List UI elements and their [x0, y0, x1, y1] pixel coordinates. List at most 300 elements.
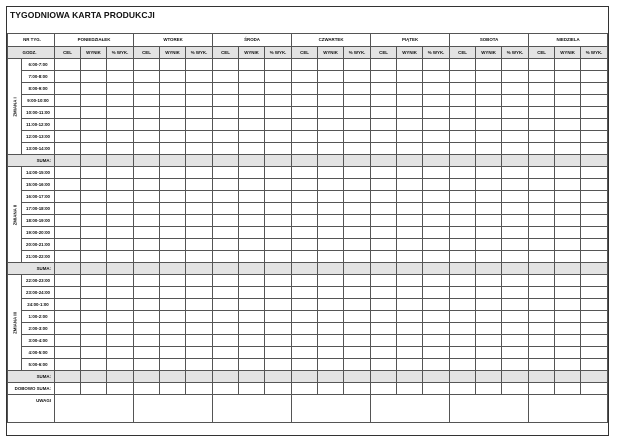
entry-cell[interactable]	[81, 335, 107, 347]
entry-cell[interactable]	[292, 239, 318, 251]
entry-cell[interactable]	[371, 311, 397, 323]
entry-cell[interactable]	[344, 143, 371, 155]
entry-cell[interactable]	[529, 299, 555, 311]
entry-cell[interactable]	[213, 119, 239, 131]
entry-cell[interactable]	[371, 107, 397, 119]
entry-cell[interactable]	[213, 83, 239, 95]
entry-cell[interactable]	[265, 323, 292, 335]
entry-cell[interactable]	[292, 71, 318, 83]
entry-cell[interactable]	[476, 335, 502, 347]
entry-cell[interactable]	[502, 335, 529, 347]
entry-cell[interactable]	[81, 95, 107, 107]
entry-cell[interactable]	[581, 155, 608, 167]
entry-cell[interactable]	[344, 191, 371, 203]
entry-cell[interactable]	[397, 347, 423, 359]
entry-cell[interactable]	[344, 59, 371, 71]
entry-cell[interactable]	[450, 143, 476, 155]
entry-cell[interactable]	[529, 143, 555, 155]
entry-cell[interactable]	[371, 227, 397, 239]
entry-cell[interactable]	[213, 299, 239, 311]
entry-cell[interactable]	[344, 251, 371, 263]
entry-cell[interactable]	[450, 203, 476, 215]
entry-cell[interactable]	[318, 275, 344, 287]
entry-cell[interactable]	[371, 371, 397, 383]
entry-cell[interactable]	[160, 287, 186, 299]
entry-cell[interactable]	[371, 359, 397, 371]
entry-cell[interactable]	[555, 215, 581, 227]
entry-cell[interactable]	[81, 275, 107, 287]
entry-cell[interactable]	[134, 215, 160, 227]
entry-cell[interactable]	[107, 119, 134, 131]
entry-cell[interactable]	[344, 263, 371, 275]
entry-cell[interactable]	[292, 383, 318, 395]
entry-cell[interactable]	[476, 263, 502, 275]
notes-cell[interactable]	[213, 395, 292, 423]
entry-cell[interactable]	[555, 311, 581, 323]
entry-cell[interactable]	[450, 179, 476, 191]
entry-cell[interactable]	[318, 203, 344, 215]
entry-cell[interactable]	[186, 347, 213, 359]
entry-cell[interactable]	[81, 119, 107, 131]
entry-cell[interactable]	[371, 335, 397, 347]
entry-cell[interactable]	[581, 107, 608, 119]
entry-cell[interactable]	[160, 347, 186, 359]
entry-cell[interactable]	[502, 239, 529, 251]
entry-cell[interactable]	[186, 263, 213, 275]
entry-cell[interactable]	[371, 71, 397, 83]
entry-cell[interactable]	[81, 227, 107, 239]
entry-cell[interactable]	[555, 275, 581, 287]
entry-cell[interactable]	[160, 383, 186, 395]
entry-cell[interactable]	[371, 287, 397, 299]
entry-cell[interactable]	[81, 239, 107, 251]
entry-cell[interactable]	[450, 95, 476, 107]
entry-cell[interactable]	[502, 347, 529, 359]
entry-cell[interactable]	[160, 107, 186, 119]
entry-cell[interactable]	[555, 143, 581, 155]
entry-cell[interactable]	[186, 323, 213, 335]
entry-cell[interactable]	[265, 251, 292, 263]
entry-cell[interactable]	[423, 95, 450, 107]
entry-cell[interactable]	[265, 83, 292, 95]
entry-cell[interactable]	[134, 131, 160, 143]
entry-cell[interactable]	[397, 59, 423, 71]
entry-cell[interactable]	[555, 83, 581, 95]
entry-cell[interactable]	[265, 263, 292, 275]
entry-cell[interactable]	[397, 167, 423, 179]
entry-cell[interactable]	[344, 359, 371, 371]
entry-cell[interactable]	[107, 167, 134, 179]
entry-cell[interactable]	[239, 383, 265, 395]
entry-cell[interactable]	[318, 227, 344, 239]
entry-cell[interactable]	[502, 323, 529, 335]
entry-cell[interactable]	[476, 71, 502, 83]
entry-cell[interactable]	[397, 275, 423, 287]
entry-cell[interactable]	[134, 239, 160, 251]
entry-cell[interactable]	[529, 359, 555, 371]
entry-cell[interactable]	[344, 119, 371, 131]
entry-cell[interactable]	[134, 347, 160, 359]
entry-cell[interactable]	[581, 311, 608, 323]
entry-cell[interactable]	[107, 191, 134, 203]
entry-cell[interactable]	[265, 215, 292, 227]
entry-cell[interactable]	[397, 131, 423, 143]
entry-cell[interactable]	[529, 347, 555, 359]
entry-cell[interactable]	[213, 71, 239, 83]
entry-cell[interactable]	[476, 359, 502, 371]
entry-cell[interactable]	[344, 323, 371, 335]
entry-cell[interactable]	[397, 323, 423, 335]
entry-cell[interactable]	[318, 59, 344, 71]
entry-cell[interactable]	[160, 263, 186, 275]
entry-cell[interactable]	[581, 299, 608, 311]
entry-cell[interactable]	[186, 383, 213, 395]
entry-cell[interactable]	[397, 383, 423, 395]
entry-cell[interactable]	[450, 335, 476, 347]
entry-cell[interactable]	[292, 203, 318, 215]
entry-cell[interactable]	[213, 347, 239, 359]
entry-cell[interactable]	[397, 179, 423, 191]
entry-cell[interactable]	[81, 107, 107, 119]
entry-cell[interactable]	[160, 335, 186, 347]
entry-cell[interactable]	[476, 107, 502, 119]
entry-cell[interactable]	[423, 155, 450, 167]
entry-cell[interactable]	[450, 119, 476, 131]
entry-cell[interactable]	[160, 359, 186, 371]
entry-cell[interactable]	[134, 191, 160, 203]
entry-cell[interactable]	[397, 371, 423, 383]
entry-cell[interactable]	[186, 275, 213, 287]
entry-cell[interactable]	[423, 191, 450, 203]
entry-cell[interactable]	[450, 215, 476, 227]
entry-cell[interactable]	[555, 191, 581, 203]
entry-cell[interactable]	[134, 203, 160, 215]
entry-cell[interactable]	[423, 143, 450, 155]
entry-cell[interactable]	[502, 95, 529, 107]
entry-cell[interactable]	[107, 107, 134, 119]
entry-cell[interactable]	[502, 155, 529, 167]
entry-cell[interactable]	[529, 131, 555, 143]
notes-cell[interactable]	[450, 395, 529, 423]
entry-cell[interactable]	[397, 263, 423, 275]
entry-cell[interactable]	[81, 167, 107, 179]
entry-cell[interactable]	[81, 203, 107, 215]
entry-cell[interactable]	[555, 71, 581, 83]
entry-cell[interactable]	[423, 131, 450, 143]
entry-cell[interactable]	[318, 191, 344, 203]
entry-cell[interactable]	[397, 155, 423, 167]
entry-cell[interactable]	[265, 227, 292, 239]
entry-cell[interactable]	[292, 95, 318, 107]
entry-cell[interactable]	[160, 143, 186, 155]
entry-cell[interactable]	[55, 95, 81, 107]
entry-cell[interactable]	[186, 287, 213, 299]
entry-cell[interactable]	[502, 179, 529, 191]
entry-cell[interactable]	[476, 371, 502, 383]
entry-cell[interactable]	[107, 215, 134, 227]
entry-cell[interactable]	[265, 347, 292, 359]
entry-cell[interactable]	[344, 167, 371, 179]
entry-cell[interactable]	[555, 239, 581, 251]
entry-cell[interactable]	[160, 299, 186, 311]
entry-cell[interactable]	[318, 287, 344, 299]
entry-cell[interactable]	[555, 383, 581, 395]
entry-cell[interactable]	[134, 119, 160, 131]
entry-cell[interactable]	[423, 287, 450, 299]
entry-cell[interactable]	[265, 383, 292, 395]
entry-cell[interactable]	[55, 131, 81, 143]
entry-cell[interactable]	[265, 311, 292, 323]
entry-cell[interactable]	[502, 227, 529, 239]
entry-cell[interactable]	[423, 359, 450, 371]
entry-cell[interactable]	[476, 119, 502, 131]
entry-cell[interactable]	[344, 71, 371, 83]
entry-cell[interactable]	[344, 371, 371, 383]
entry-cell[interactable]	[239, 131, 265, 143]
entry-cell[interactable]	[529, 155, 555, 167]
entry-cell[interactable]	[213, 251, 239, 263]
entry-cell[interactable]	[318, 107, 344, 119]
entry-cell[interactable]	[397, 191, 423, 203]
entry-cell[interactable]	[186, 371, 213, 383]
entry-cell[interactable]	[81, 143, 107, 155]
entry-cell[interactable]	[450, 71, 476, 83]
notes-cell[interactable]	[292, 395, 371, 423]
entry-cell[interactable]	[371, 239, 397, 251]
entry-cell[interactable]	[476, 179, 502, 191]
entry-cell[interactable]	[423, 275, 450, 287]
entry-cell[interactable]	[555, 287, 581, 299]
entry-cell[interactable]	[239, 227, 265, 239]
entry-cell[interactable]	[529, 215, 555, 227]
entry-cell[interactable]	[529, 179, 555, 191]
entry-cell[interactable]	[107, 155, 134, 167]
entry-cell[interactable]	[344, 215, 371, 227]
entry-cell[interactable]	[502, 383, 529, 395]
entry-cell[interactable]	[107, 239, 134, 251]
entry-cell[interactable]	[134, 263, 160, 275]
entry-cell[interactable]	[239, 119, 265, 131]
entry-cell[interactable]	[423, 323, 450, 335]
entry-cell[interactable]	[344, 179, 371, 191]
entry-cell[interactable]	[502, 107, 529, 119]
entry-cell[interactable]	[160, 251, 186, 263]
entry-cell[interactable]	[502, 131, 529, 143]
entry-cell[interactable]	[555, 155, 581, 167]
entry-cell[interactable]	[318, 323, 344, 335]
entry-cell[interactable]	[239, 203, 265, 215]
entry-cell[interactable]	[344, 95, 371, 107]
entry-cell[interactable]	[186, 83, 213, 95]
entry-cell[interactable]	[160, 155, 186, 167]
entry-cell[interactable]	[292, 311, 318, 323]
entry-cell[interactable]	[555, 335, 581, 347]
entry-cell[interactable]	[423, 215, 450, 227]
entry-cell[interactable]	[213, 371, 239, 383]
entry-cell[interactable]	[55, 143, 81, 155]
entry-cell[interactable]	[555, 251, 581, 263]
entry-cell[interactable]	[450, 107, 476, 119]
entry-cell[interactable]	[555, 263, 581, 275]
entry-cell[interactable]	[555, 227, 581, 239]
entry-cell[interactable]	[239, 179, 265, 191]
entry-cell[interactable]	[107, 203, 134, 215]
entry-cell[interactable]	[239, 155, 265, 167]
entry-cell[interactable]	[397, 299, 423, 311]
entry-cell[interactable]	[213, 227, 239, 239]
entry-cell[interactable]	[318, 335, 344, 347]
entry-cell[interactable]	[371, 95, 397, 107]
entry-cell[interactable]	[186, 119, 213, 131]
entry-cell[interactable]	[476, 191, 502, 203]
entry-cell[interactable]	[502, 311, 529, 323]
entry-cell[interactable]	[186, 299, 213, 311]
entry-cell[interactable]	[265, 239, 292, 251]
entry-cell[interactable]	[81, 371, 107, 383]
entry-cell[interactable]	[292, 299, 318, 311]
entry-cell[interactable]	[213, 179, 239, 191]
entry-cell[interactable]	[239, 371, 265, 383]
entry-cell[interactable]	[450, 131, 476, 143]
entry-cell[interactable]	[555, 167, 581, 179]
entry-cell[interactable]	[186, 167, 213, 179]
entry-cell[interactable]	[318, 155, 344, 167]
entry-cell[interactable]	[81, 359, 107, 371]
entry-cell[interactable]	[239, 251, 265, 263]
entry-cell[interactable]	[107, 59, 134, 71]
entry-cell[interactable]	[213, 131, 239, 143]
entry-cell[interactable]	[371, 131, 397, 143]
entry-cell[interactable]	[81, 155, 107, 167]
entry-cell[interactable]	[55, 203, 81, 215]
entry-cell[interactable]	[318, 71, 344, 83]
entry-cell[interactable]	[371, 143, 397, 155]
entry-cell[interactable]	[502, 359, 529, 371]
entry-cell[interactable]	[581, 203, 608, 215]
entry-cell[interactable]	[581, 383, 608, 395]
entry-cell[interactable]	[529, 335, 555, 347]
entry-cell[interactable]	[502, 215, 529, 227]
entry-cell[interactable]	[423, 179, 450, 191]
entry-cell[interactable]	[213, 263, 239, 275]
entry-cell[interactable]	[423, 59, 450, 71]
entry-cell[interactable]	[318, 131, 344, 143]
entry-cell[interactable]	[450, 191, 476, 203]
entry-cell[interactable]	[292, 107, 318, 119]
entry-cell[interactable]	[134, 311, 160, 323]
entry-cell[interactable]	[55, 179, 81, 191]
entry-cell[interactable]	[397, 251, 423, 263]
entry-cell[interactable]	[239, 59, 265, 71]
entry-cell[interactable]	[265, 275, 292, 287]
entry-cell[interactable]	[318, 143, 344, 155]
entry-cell[interactable]	[450, 239, 476, 251]
entry-cell[interactable]	[371, 59, 397, 71]
entry-cell[interactable]	[581, 71, 608, 83]
entry-cell[interactable]	[239, 215, 265, 227]
entry-cell[interactable]	[292, 275, 318, 287]
entry-cell[interactable]	[318, 311, 344, 323]
entry-cell[interactable]	[55, 371, 81, 383]
entry-cell[interactable]	[397, 119, 423, 131]
entry-cell[interactable]	[186, 239, 213, 251]
entry-cell[interactable]	[107, 299, 134, 311]
entry-cell[interactable]	[81, 287, 107, 299]
entry-cell[interactable]	[292, 119, 318, 131]
entry-cell[interactable]	[344, 287, 371, 299]
entry-cell[interactable]	[55, 155, 81, 167]
entry-cell[interactable]	[450, 323, 476, 335]
entry-cell[interactable]	[213, 383, 239, 395]
entry-cell[interactable]	[476, 287, 502, 299]
entry-cell[interactable]	[265, 191, 292, 203]
entry-cell[interactable]	[529, 59, 555, 71]
entry-cell[interactable]	[292, 215, 318, 227]
entry-cell[interactable]	[292, 371, 318, 383]
entry-cell[interactable]	[371, 299, 397, 311]
entry-cell[interactable]	[476, 215, 502, 227]
entry-cell[interactable]	[107, 179, 134, 191]
entry-cell[interactable]	[555, 299, 581, 311]
entry-cell[interactable]	[213, 311, 239, 323]
entry-cell[interactable]	[134, 371, 160, 383]
entry-cell[interactable]	[186, 95, 213, 107]
entry-cell[interactable]	[318, 215, 344, 227]
entry-cell[interactable]	[55, 287, 81, 299]
entry-cell[interactable]	[292, 287, 318, 299]
notes-cell[interactable]	[134, 395, 213, 423]
entry-cell[interactable]	[344, 155, 371, 167]
entry-cell[interactable]	[397, 143, 423, 155]
entry-cell[interactable]	[81, 215, 107, 227]
entry-cell[interactable]	[581, 239, 608, 251]
entry-cell[interactable]	[397, 287, 423, 299]
entry-cell[interactable]	[476, 155, 502, 167]
entry-cell[interactable]	[134, 287, 160, 299]
entry-cell[interactable]	[160, 71, 186, 83]
entry-cell[interactable]	[450, 83, 476, 95]
entry-cell[interactable]	[134, 323, 160, 335]
entry-cell[interactable]	[239, 167, 265, 179]
entry-cell[interactable]	[423, 383, 450, 395]
entry-cell[interactable]	[502, 143, 529, 155]
entry-cell[interactable]	[160, 371, 186, 383]
entry-cell[interactable]	[581, 59, 608, 71]
entry-cell[interactable]	[186, 215, 213, 227]
entry-cell[interactable]	[107, 263, 134, 275]
entry-cell[interactable]	[134, 275, 160, 287]
entry-cell[interactable]	[213, 59, 239, 71]
entry-cell[interactable]	[134, 155, 160, 167]
entry-cell[interactable]	[371, 347, 397, 359]
entry-cell[interactable]	[450, 59, 476, 71]
entry-cell[interactable]	[371, 275, 397, 287]
entry-cell[interactable]	[239, 107, 265, 119]
entry-cell[interactable]	[186, 203, 213, 215]
entry-cell[interactable]	[318, 167, 344, 179]
entry-cell[interactable]	[397, 359, 423, 371]
entry-cell[interactable]	[555, 119, 581, 131]
entry-cell[interactable]	[292, 59, 318, 71]
entry-cell[interactable]	[529, 203, 555, 215]
entry-cell[interactable]	[107, 227, 134, 239]
notes-cell[interactable]	[529, 395, 608, 423]
entry-cell[interactable]	[55, 215, 81, 227]
entry-cell[interactable]	[344, 335, 371, 347]
entry-cell[interactable]	[107, 311, 134, 323]
entry-cell[interactable]	[450, 251, 476, 263]
entry-cell[interactable]	[450, 287, 476, 299]
